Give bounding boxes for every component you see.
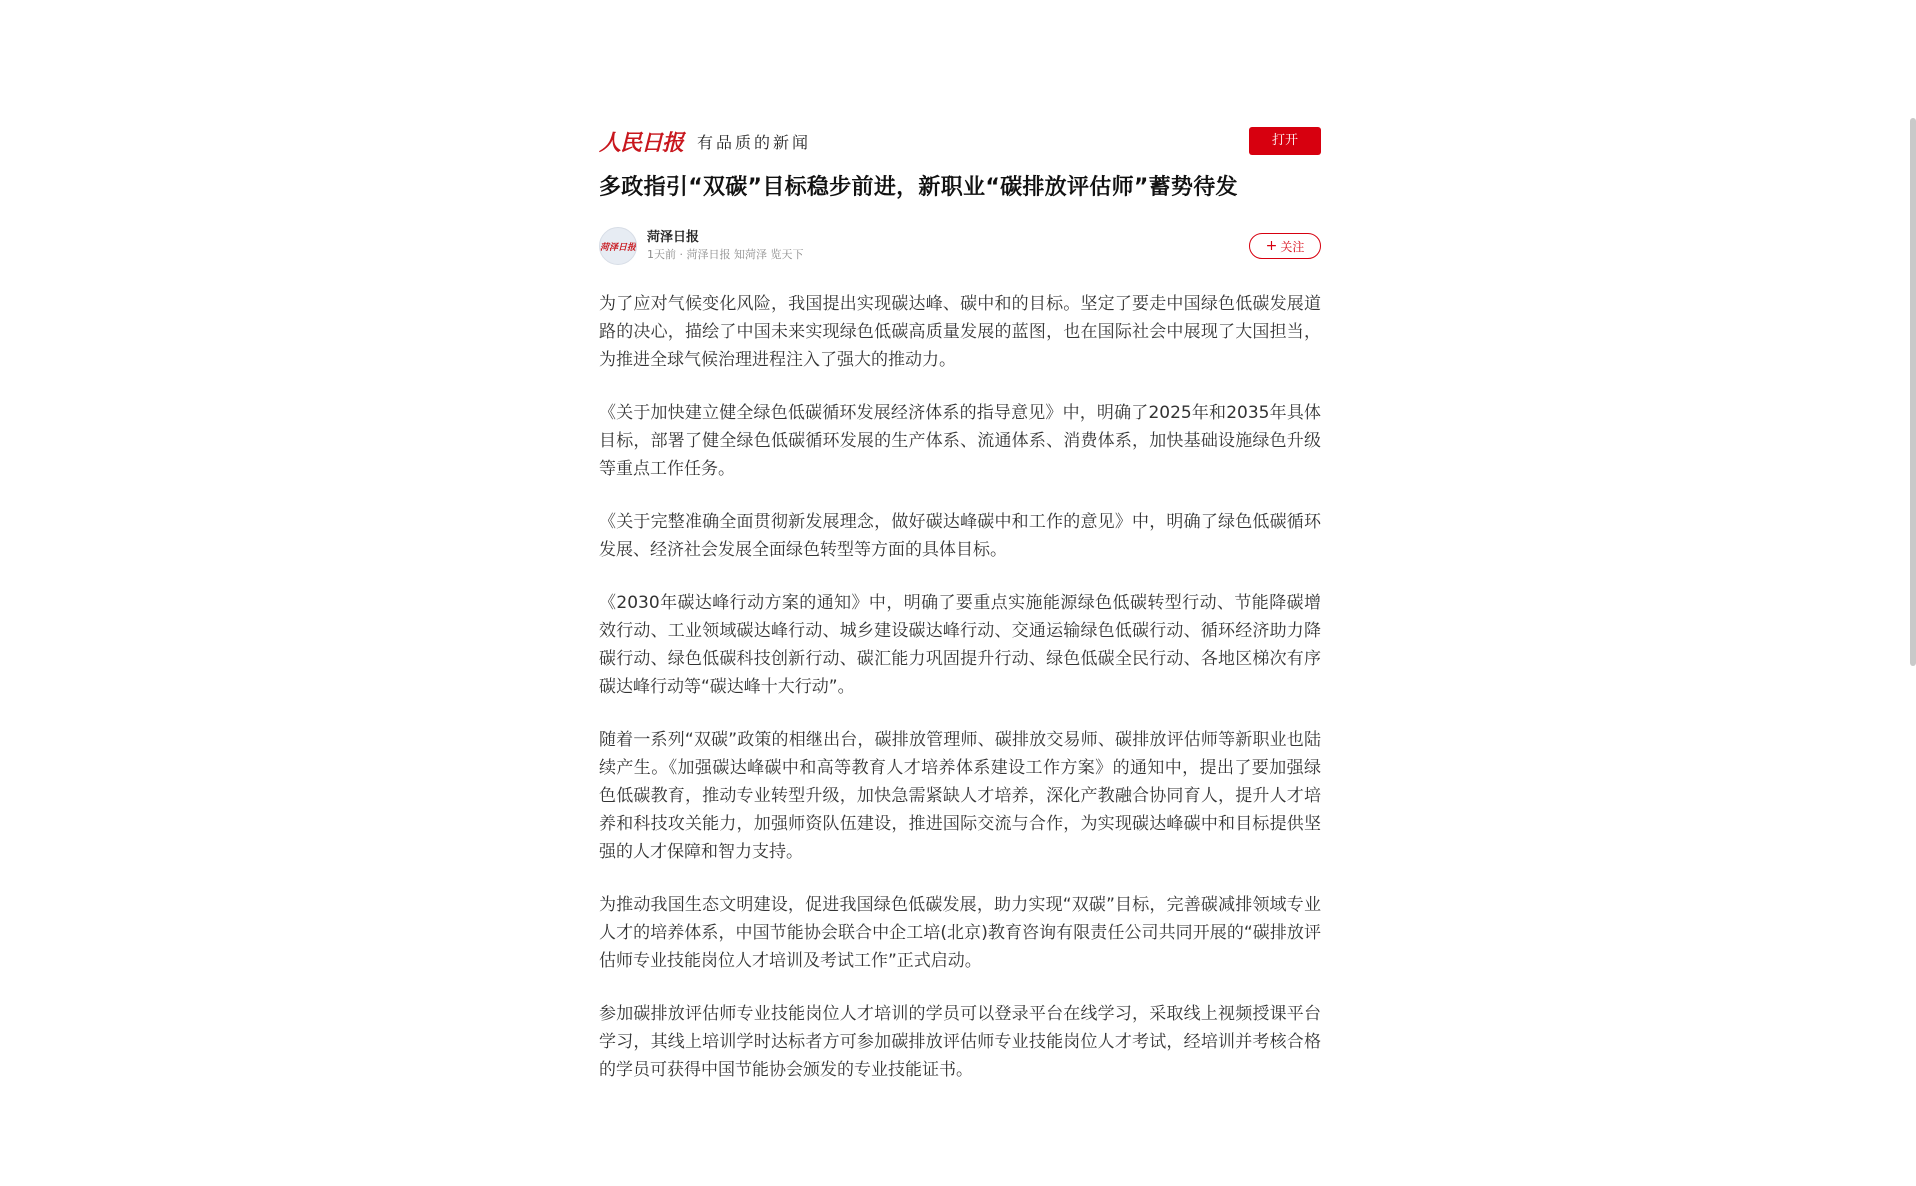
peoples-daily-logo: 人民日报 bbox=[599, 129, 684, 156]
follow-button[interactable] bbox=[1249, 233, 1321, 259]
paragraph: 《关于加快建立健全绿色低碳循环发展经济体系的指导意见》中，明确了2025年和2035年具体目标，部署了健全绿色低碳循环发展的生产体系、流通体系、消费体系，加快基础设施绿色升级等重点工作任务。 bbox=[599, 403, 1321, 479]
scrollbar-thumb[interactable] bbox=[1910, 118, 1916, 666]
plus-icon: + bbox=[1265, 238, 1278, 254]
author-name[interactable]: 菏泽日报 bbox=[647, 230, 700, 245]
article-body bbox=[599, 290, 1321, 1084]
author-meta: 1天前 · 菏泽日报 知菏泽 览天下 bbox=[647, 248, 804, 261]
paragraph: 《2030年碳达峰行动方案的通知》中，明确了要重点实施能源绿色低碳转型行动、节能降碳增效行动、工业领域碳达峰行动、城乡建设碳达峰行动、交通运输绿色低碳行动、循环经济助力降碳行动、绿色低碳科技创新行动、碳汇能力巩固提升行动、绿色低碳全民行动、各地区梯次有序碳达峰行动等“碳达峰十大行动”。 bbox=[599, 593, 1321, 697]
article-container bbox=[599, 124, 1321, 1109]
slogan: 有品质的新闻 bbox=[697, 132, 812, 152]
paragraph: 《关于完整准确全面贯彻新发展理念，做好碳达峰碳中和工作的意见》中，明确了绿色低碳循环发展、经济社会发展全面绿色转型等方面的具体目标。 bbox=[599, 512, 1321, 560]
avatar[interactable] bbox=[599, 227, 637, 265]
app-header bbox=[599, 124, 1321, 158]
author-info[interactable] bbox=[599, 227, 803, 265]
follow-label: 关注 bbox=[1280, 239, 1305, 254]
avatar-logo: 菏泽日报 bbox=[600, 242, 637, 253]
paragraph: 参加碳排放评估师专业技能岗位人才培训的学员可以登录平台在线学习，采取线上视频授课平台学习，其线上培训学时达标者方可参加碳排放评估师专业技能岗位人才考试，经培训并考核合格的学员可获得中国节能协会颁发的专业技能证书。 bbox=[599, 1004, 1321, 1080]
paragraph: 为推动我国生态文明建设，促进我国绿色低碳发展，助力实现“双碳”目标，完善碳减排领域专业人才的培养体系，中国节能协会联合中企工培(北京)教育咨询有限责任公司共同开展的“碳排放评估师专业技能岗位人才培训及考试工作”正式启动。 bbox=[599, 895, 1321, 971]
brand bbox=[599, 126, 811, 157]
open-app-button[interactable]: 打开 bbox=[1249, 127, 1321, 155]
paragraph: 为了应对气候变化风险，我国提出实现碳达峰、碳中和的目标。坚定了要走中国绿色低碳发展道路的决心，描绘了中国未来实现绿色低碳高质量发展的蓝图，也在国际社会中展现了大国担当，为推进全球气候治理进程注入了强大的推动力。 bbox=[599, 294, 1321, 370]
article-title: 多政指引“双碳”目标稳步前进，新职业“碳排放评估师”蓄势待发 bbox=[599, 175, 1238, 200]
author-text bbox=[647, 229, 803, 263]
paragraph: 随着一系列“双碳”政策的相继出台，碳排放管理师、碳排放交易师、碳排放评估师等新职业也陆续产生。《加强碳达峰碳中和高等教育人才培养体系建设工作方案》的通知中，提出了要加强绿色低碳教育，推动专业转型升级，加快急需紧缺人才培养，深化产教融合协同育人，提升人才培养和科技攻关能力，加强师资队伍建设，推进国际交流与合作，为实现碳达峰碳中和目标提供坚强的人才保障和智力支持。 bbox=[599, 730, 1321, 862]
author-row bbox=[599, 226, 1321, 266]
